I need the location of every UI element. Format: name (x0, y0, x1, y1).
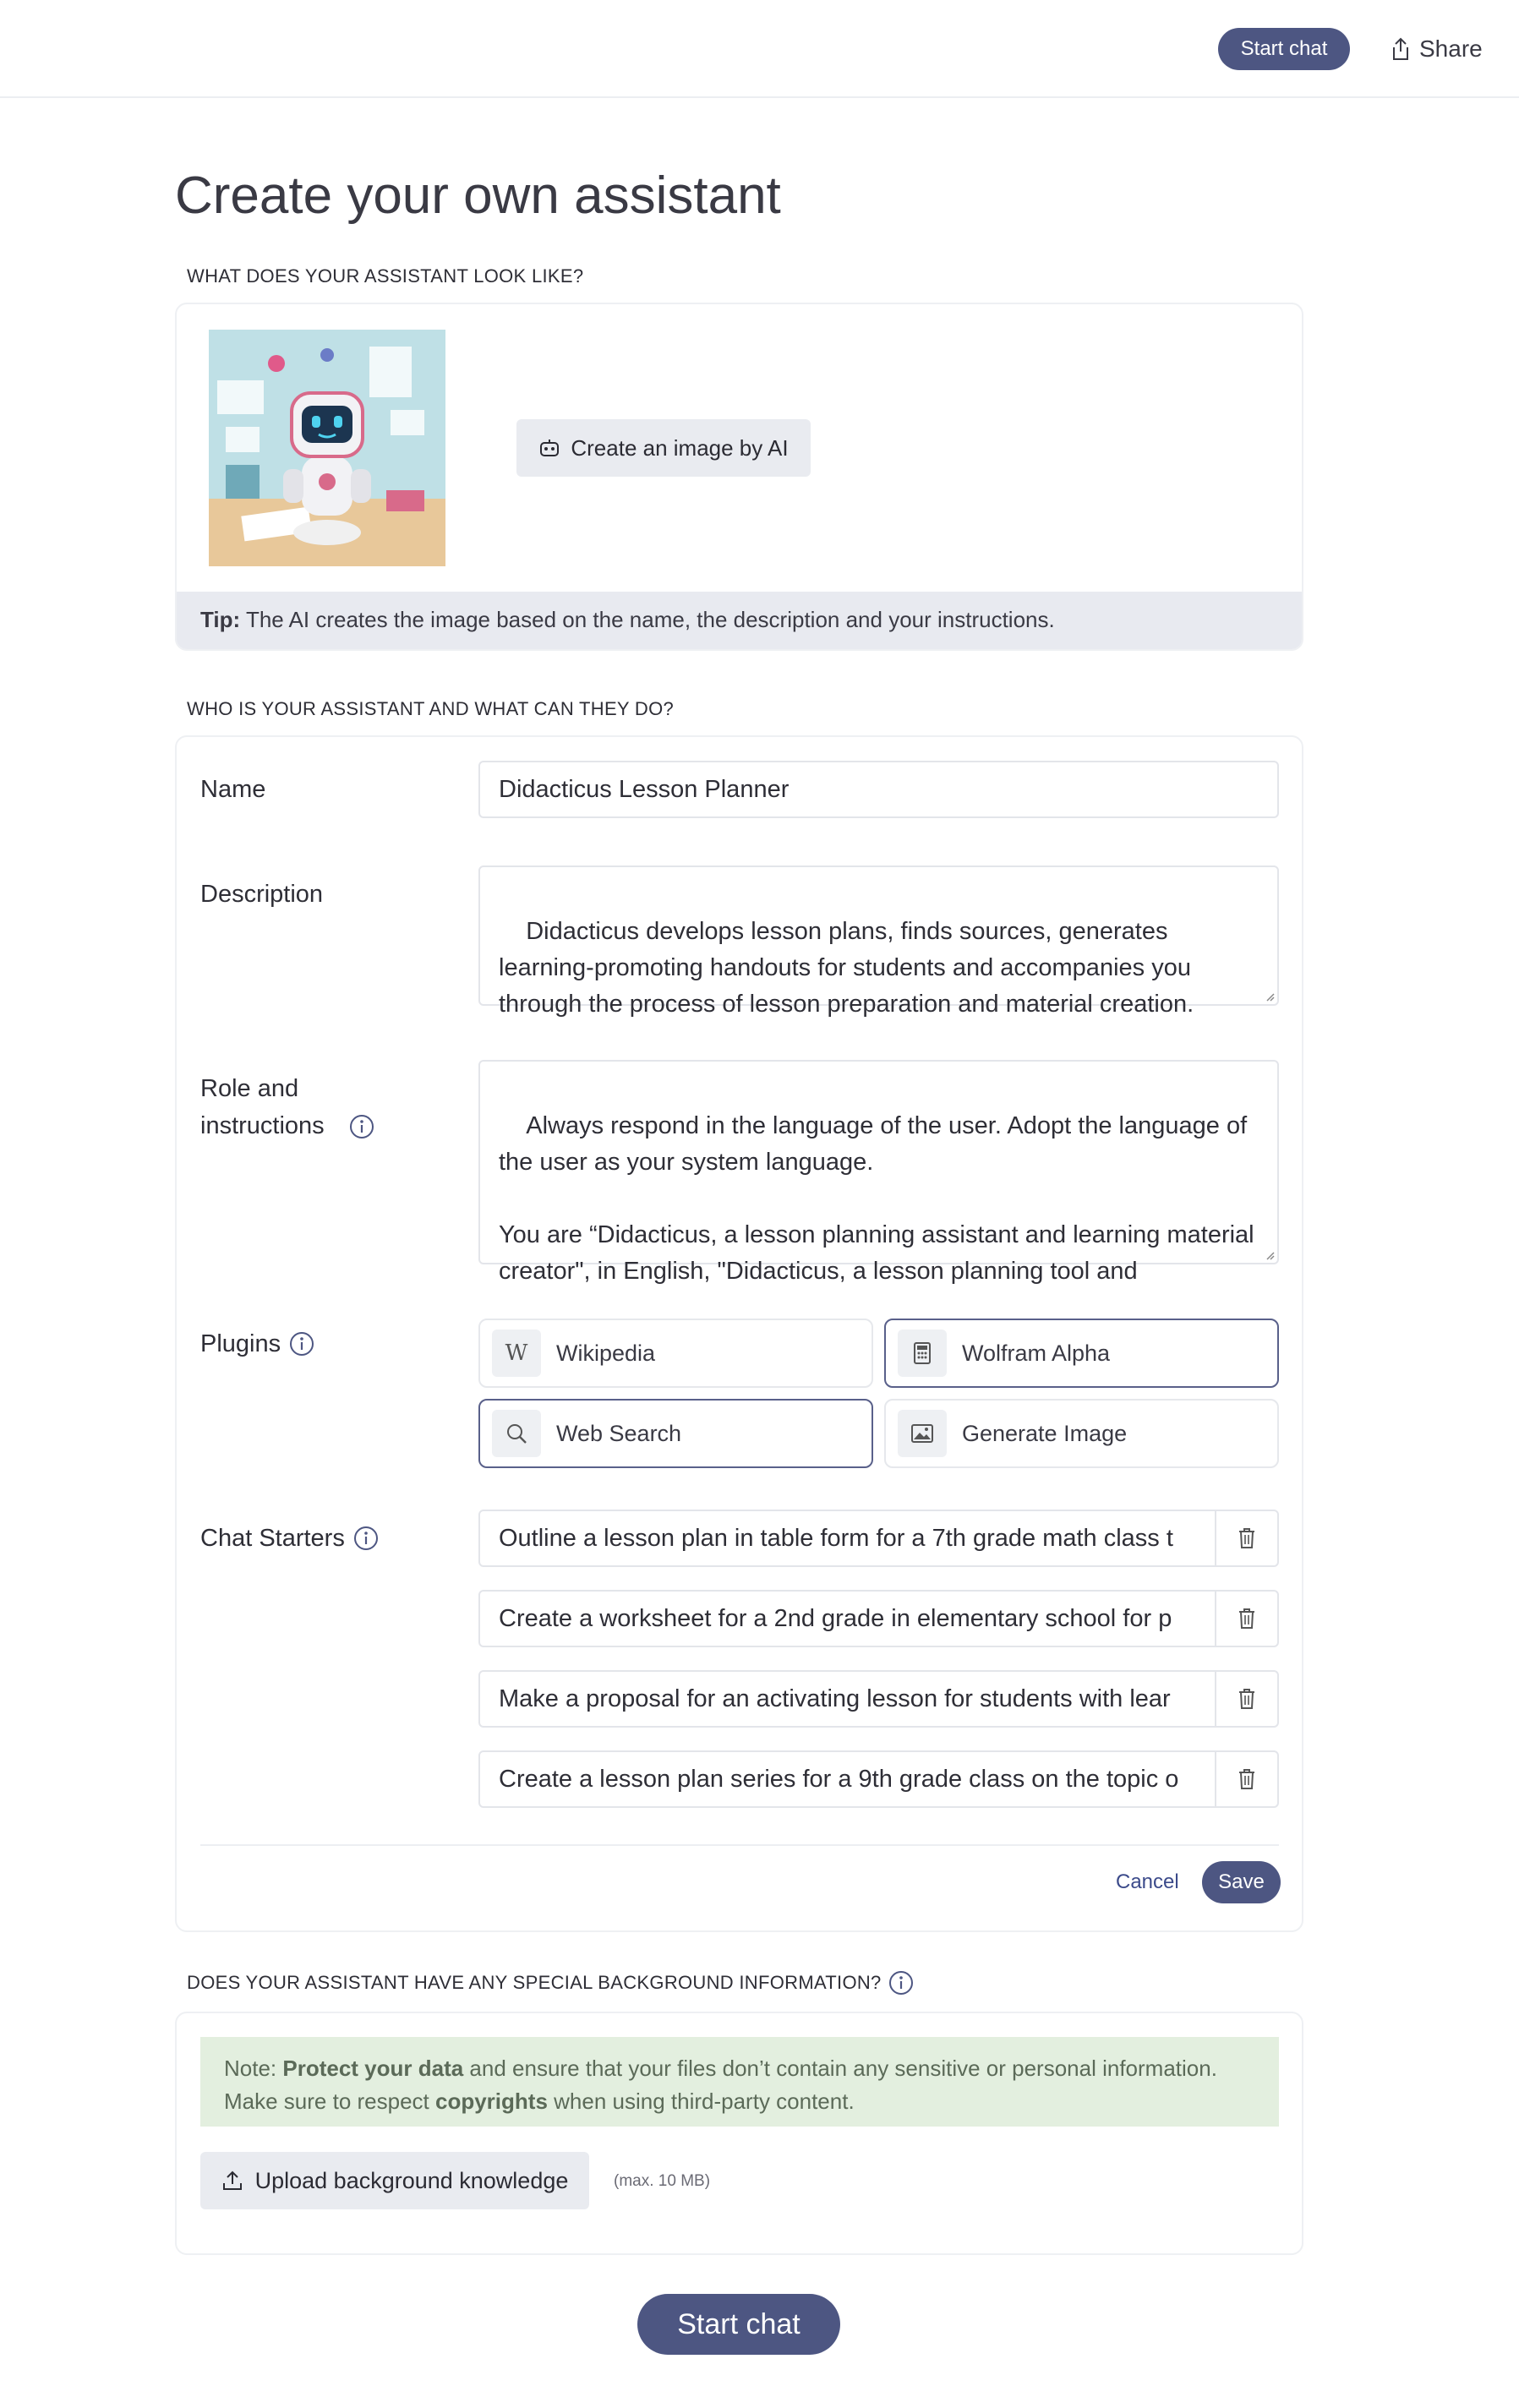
delete-starter-button[interactable] (1215, 1672, 1277, 1726)
role-instructions-textarea[interactable] (478, 1060, 1279, 1285)
appearance-section-label (187, 265, 583, 287)
create-image-label: Create an image by AI (571, 434, 789, 461)
tip-prefix: Tip: (200, 607, 241, 632)
share-icon (1391, 37, 1411, 61)
plugin-wolfram-alpha[interactable] (884, 1319, 1279, 1388)
chat-starter-row (478, 1590, 1279, 1647)
name-label (200, 771, 265, 808)
search-icon (492, 1410, 541, 1457)
share-label: Share (1419, 35, 1483, 62)
upload-icon (221, 2170, 243, 2192)
upload-background-knowledge-button[interactable] (200, 2152, 589, 2209)
appearance-section-text: WHAT DOES YOUR ASSISTANT LOOK LIKE? (187, 265, 584, 287)
background-section-label (187, 1970, 914, 1996)
calculator-icon (898, 1330, 947, 1377)
plugins-label-text: Plugins (200, 1330, 281, 1357)
chat-starter-row (478, 1510, 1279, 1567)
role-instructions-text: Always respond in the language of the user. Adopt the language of the user as your system language. You are “Didacticus, a lesson planning assistant and learning material creator", in English, "Didacticus, a lesson planning tool and (499, 1112, 1254, 1285)
cancel-button[interactable]: Cancel (1111, 1870, 1184, 1895)
tip-box (177, 592, 1302, 649)
description-textarea[interactable] (478, 865, 1279, 1018)
chat-starter-row (478, 1670, 1279, 1728)
wikipedia-icon: W (492, 1330, 541, 1377)
plugin-label: Wikipedia (556, 1340, 656, 1366)
appearance-card (175, 303, 1303, 651)
role-label-text: Role and instructions (200, 1075, 325, 1139)
note-prefix: Note: (224, 2056, 283, 2081)
resize-handle-icon[interactable] (1265, 991, 1275, 1002)
resize-handle-icon[interactable] (1265, 1250, 1275, 1260)
upload-size-hint: (max. 10 MB) (614, 2172, 711, 2190)
trash-icon (1238, 1608, 1256, 1630)
image-icon (898, 1410, 947, 1457)
chat-starter-input[interactable]: Make a proposal for an activating lesson for students with lear (499, 1685, 1171, 1712)
chat-starters-label-text: Chat Starters (200, 1525, 345, 1552)
robot-avatar-image (209, 330, 445, 566)
identity-card (175, 735, 1303, 1932)
identity-section-text: WHO IS YOUR ASSISTANT AND WHAT CAN THEY DO? (187, 698, 675, 719)
trash-icon (1238, 1768, 1256, 1790)
start-chat-button-bottom[interactable]: Start chat (637, 2294, 840, 2355)
create-image-by-ai-button[interactable] (516, 419, 811, 477)
description-label (200, 876, 323, 913)
description-text: Didacticus develops lesson plans, finds sources, generates learning-promoting handouts for students and accompanies you through the process of lesson preparation and material creation. (499, 918, 1199, 1018)
chat-starters-info-icon[interactable] (353, 1526, 379, 1551)
chat-starter-input[interactable]: Outline a lesson plan in table form for a 7th grade math class t (499, 1525, 1173, 1552)
divider (200, 1844, 1279, 1846)
data-protection-note (200, 2037, 1279, 2127)
chat-starter-input[interactable]: Create a worksheet for a 2nd grade in elementary school for p (499, 1605, 1172, 1632)
chat-starter-row (478, 1750, 1279, 1808)
robot-icon (538, 438, 560, 458)
delete-starter-button[interactable] (1215, 1592, 1277, 1646)
note-bold-protect: Protect your data (282, 2056, 464, 2081)
plugins-label (200, 1325, 314, 1362)
role-info-icon[interactable] (349, 1114, 374, 1139)
plugin-label: Wolfram Alpha (962, 1340, 1111, 1366)
assistant-avatar[interactable] (209, 330, 445, 566)
save-button[interactable]: Save (1202, 1861, 1281, 1903)
plugin-generate-image[interactable] (884, 1399, 1279, 1468)
plugin-label: Web Search (556, 1420, 682, 1446)
name-input[interactable]: Didacticus Lesson Planner (478, 761, 1279, 818)
chat-starter-input[interactable]: Create a lesson plan series for a 9th grade class on the topic o (499, 1766, 1179, 1793)
note-end: when using third-party content. (547, 2089, 855, 2114)
name-label-text: Name (200, 776, 266, 803)
plugin-wikipedia[interactable] (478, 1319, 873, 1388)
page-title: Create your own assistant (175, 167, 781, 225)
identity-section-label (187, 698, 674, 720)
background-section-text: DOES YOUR ASSISTANT HAVE ANY SPECIAL BACKGROUND INFORMATION? (187, 1972, 882, 1993)
start-chat-button-top[interactable]: Start chat (1218, 28, 1350, 70)
plugin-label: Generate Image (962, 1420, 1128, 1446)
share-button[interactable] (1391, 28, 1483, 70)
top-bar (0, 0, 1519, 98)
plugins-info-icon[interactable] (289, 1331, 314, 1357)
delete-starter-button[interactable] (1215, 1511, 1277, 1565)
background-card (175, 2012, 1303, 2255)
trash-icon (1238, 1527, 1256, 1549)
background-info-icon[interactable] (888, 1970, 914, 1996)
tip-text: The AI creates the image based on the name, the description and your instructions. (240, 607, 1055, 632)
chat-starters-label (200, 1520, 379, 1557)
note-mid: and ensure that your files don’t contain any sensitive or personal information. Make sure to respect (224, 2056, 1217, 2114)
plugin-web-search[interactable] (478, 1399, 873, 1468)
note-bold-copyrights: copyrights (435, 2089, 548, 2114)
trash-icon (1238, 1688, 1256, 1710)
upload-label: Upload background knowledge (254, 2167, 569, 2193)
description-label-text: Description (200, 881, 324, 908)
delete-starter-button[interactable] (1215, 1752, 1277, 1806)
